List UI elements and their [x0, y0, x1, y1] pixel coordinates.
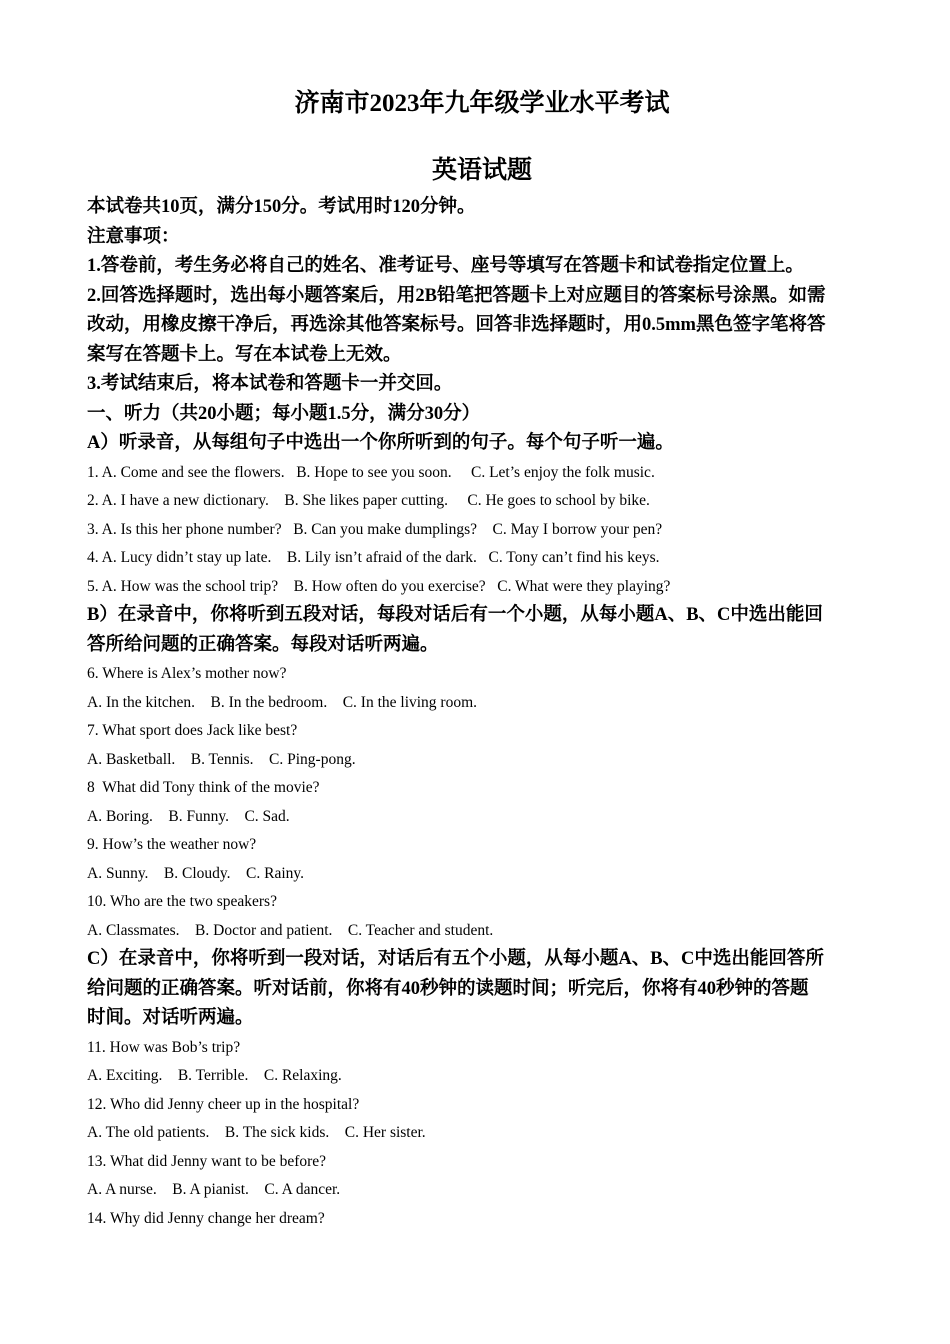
part-c-instruction-line-1: C）在录音中，你将听到一段对话，对话后有五个小题，从每小题A、B、C中选出能回答所	[87, 949, 824, 969]
question-line: 3. A. Is this her phone number? B. Can you make dumplings? C. May I borrow your pen?	[87, 520, 663, 538]
question-line: 12. Who did Jenny cheer up in the hospital?	[87, 1095, 360, 1113]
question-line: 2. A. I have a new dictionary. B. She likes paper cutting. C. He goes to school by bike.	[87, 492, 650, 509]
options-line: A. Sunny. B. Cloudy. C. Rainy.	[87, 864, 305, 882]
part-b-questions	[87, 660, 877, 945]
question-line: 1. A. Come and see the flowers. B. Hope to see you soon. C. Let’s enjoy the folk music.	[87, 463, 655, 481]
section-1-title: 一、听力（共20小题；每小题1.5分，满分30分）	[87, 403, 481, 424]
options-line: A. Basketball. B. Tennis. C. Ping-pong.	[87, 750, 356, 768]
options-line: A. A nurse. B. A pianist. C. A dancer.	[87, 1181, 341, 1198]
note-2-line-2: 改动，用橡皮擦干净后，再选涂其他答案标号。回答非选择题时，用0.5mm黑色签字笔将答	[87, 315, 826, 335]
question-line: 5. A. How was the school trip? B. How often do you exercise? C. What were they playing?	[87, 577, 671, 595]
exam-page	[87, 86, 877, 1233]
question-line: 11. How was Bob’s trip?	[87, 1038, 241, 1056]
question-line: 7. What sport does Jack like best?	[87, 722, 298, 739]
note-2-line-1: 2.回答选择题时，选出每小题答案后，用2B铅笔把答题卡上对应题目的答案标号涂黑。如需	[87, 285, 826, 306]
question-line: 8 What did Tony think of the movie?	[87, 779, 320, 796]
question-line: 9. How’s the weather now?	[87, 836, 257, 853]
part-b-instruction-line-2: 答所给问题的正确答案。每段对话听两遍。	[87, 634, 439, 655]
note-2-line-3: 案写在答题卡上。写在本试卷上无效。	[87, 344, 402, 365]
options-line: A. In the kitchen. B. In the bedroom. C. In the living room.	[87, 693, 478, 711]
part-c-instruction-line-2: 给问题的正确答案。听对话前，你将有40秒钟的读题时间；听完后，你将有40秒钟的答题	[87, 978, 809, 999]
options-line: A. Exciting. B. Terrible. C. Relaxing.	[87, 1067, 342, 1084]
question-line: 14. Why did Jenny change her dream?	[87, 1209, 325, 1227]
part-c-questions	[87, 1034, 877, 1234]
part-a-questions	[87, 459, 877, 602]
part-c-instruction-line-3: 时间。对话听两遍。	[87, 1008, 254, 1028]
page-subtitle: 英语试题	[431, 157, 532, 184]
part-b-instruction-line-1: B）在录音中，你将听到五段对话，每段对话后有一个小题，从每小题A、B、C中选出能回	[87, 605, 823, 625]
question-line: 13. What did Jenny want to be before?	[87, 1152, 327, 1170]
options-line: A. Classmates. B. Doctor and patient. C. Teacher and student.	[87, 921, 494, 939]
question-line: 6. Where is Alex’s mother now?	[87, 665, 287, 682]
note-1: 1.答卷前，考生务必将自己的姓名、准考证号、座号等填写在答题卡和试卷指定位置上。	[87, 256, 804, 276]
question-line: 4. A. Lucy didn’t stay up late. B. Lily isn’t afraid of the dark. C. Tony can’t find his keys.	[87, 549, 660, 566]
note-3: 3.考试结束后，将本试卷和答题卡一并交回。	[87, 374, 453, 394]
options-line: A. Boring. B. Funny. C. Sad.	[87, 807, 290, 825]
question-line: 10. Who are the two speakers?	[87, 893, 277, 910]
options-line: A. The old patients. B. The sick kids. C. Her sister.	[87, 1124, 426, 1141]
part-a-instruction: A）听录音，从每组句子中选出一个你所听到的句子。每个句子听一遍。	[87, 433, 674, 453]
page-title: 济南市2023年九年级学业水平考试	[294, 90, 670, 117]
notes-heading: 注意事项：	[87, 226, 180, 247]
exam-info: 本试卷共10页，满分150分。考试用时120分钟。	[87, 197, 476, 217]
